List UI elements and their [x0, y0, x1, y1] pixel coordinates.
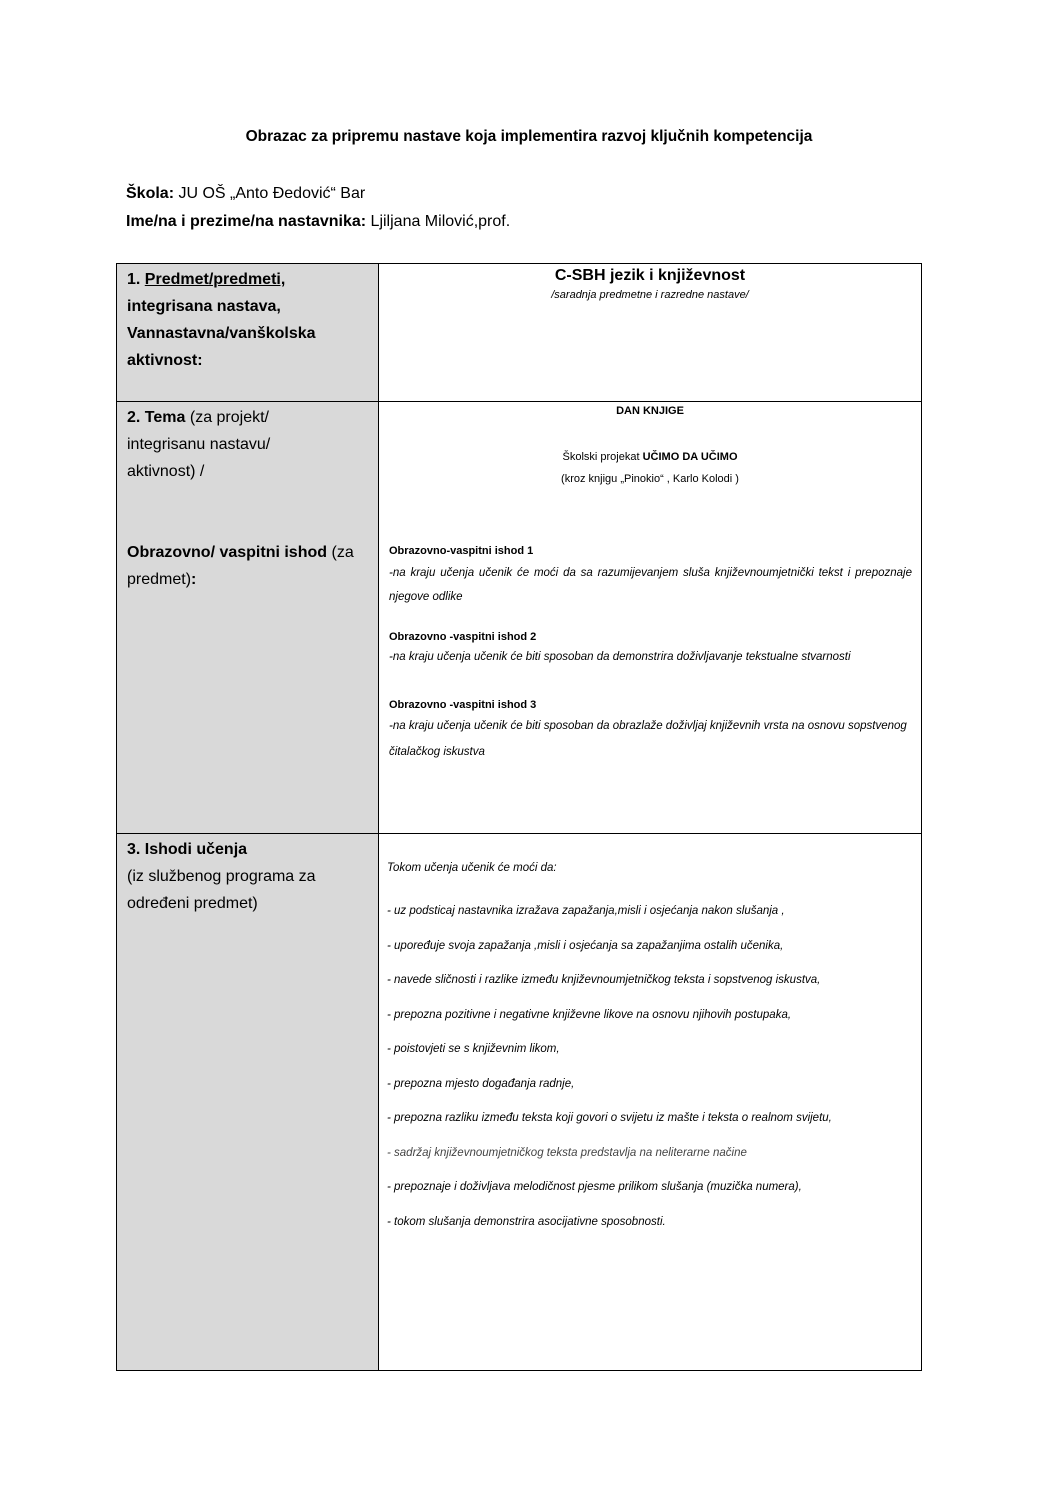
project-note: (kroz knjigu „Pinokio“ , Karlo Kolodi ) [561, 473, 739, 485]
ishod-text: -na kraju učenja učenik će biti sposoban da obrazlaže doživljaj književnih vrsta na osnovu sopstvenog čitalačkog iskustva [389, 720, 907, 758]
outcome-item: - poistovjeti se s književnim likom, [387, 1043, 560, 1055]
topic-label-rest: (za projekt/ [189, 409, 269, 426]
outcome-item: - sadržaj književnoumjetničkog teksta predstavlja na neliterarne načine [387, 1146, 747, 1159]
outcomes-label-line2: (iz službenog programa za [127, 868, 316, 885]
project-prefix: Školski projekat [562, 451, 640, 463]
row-subject [117, 264, 922, 402]
row-topic [117, 402, 922, 834]
preparation-form-table [116, 263, 922, 1371]
teacher-line [126, 213, 510, 231]
outcome-item: - prepozna razliku između teksta koji govori o svijetu iz mašte i teksta o realnom svijetu, [387, 1112, 832, 1124]
outcomes-label-cell [117, 834, 379, 1371]
ishod-3 [379, 699, 921, 765]
outcomes-value-cell [379, 834, 922, 1371]
outcome-item: - tokom slušanja demonstrira asocijativne sposobnosti. [387, 1215, 666, 1228]
subject-title: C-SBH jezik i književnost [554, 267, 746, 284]
teacher-label: Ime/na i prezime/na nastavnika: [126, 213, 367, 230]
subject-label-number: 1. [127, 271, 141, 288]
outcome-item: - navede sličnosti i razlike između književnoumjetničkog teksta i sopstvenog iskustva, [387, 974, 821, 986]
topic-title: DAN KNJIGE [616, 405, 684, 417]
ishod-1 [379, 545, 921, 609]
subject-subtitle: /saradnja predmetne i razredne nastave/ [551, 289, 749, 301]
outcome-item: - prepozna mjesto događanja radnje, [387, 1077, 575, 1090]
subject-value-cell [379, 264, 922, 402]
outcome-label-bold: Obrazovno/ vaspitni ishod [127, 544, 328, 561]
subject-label-underlined: Predmet/predmeti, [144, 271, 286, 288]
subject-label-line2: integrisana nastava, [127, 298, 281, 315]
subject-label-line4: aktivnost: [127, 352, 203, 369]
ishod-2 [379, 631, 921, 669]
school-value: JU OŠ „Anto Đedović“ Bar [178, 185, 366, 202]
outcome-item: - prepozna pozitivne i negativne književne likove na osnovu njihovih postupaka, [387, 1008, 792, 1021]
topic-value-cell [379, 402, 922, 834]
ishod-heading: Obrazovno -vaspitni ishod 2 [389, 631, 537, 643]
outcome-item: - upoređuje svoja zapažanja ,misli i osjećanja sa zapažanjima ostalih učenika, [387, 939, 784, 952]
outcome-label-line2: predmet) [127, 571, 192, 588]
outcome-label-rest: (za [331, 544, 354, 561]
ishod-heading: Obrazovno -vaspitni ishod 3 [389, 699, 537, 711]
document-title: Obrazac za pripremu nastave koja implementira razvoj ključnih kompetencija [245, 128, 813, 145]
school-line [126, 185, 365, 203]
ishod-heading: Obrazovno-vaspitni ishod 1 [389, 545, 534, 557]
row-learning-outcomes [117, 834, 922, 1371]
outcomes-label-bold: 3. Ishodi učenja [127, 841, 248, 858]
school-label: Škola: [126, 185, 175, 202]
subject-label-cell [117, 264, 379, 402]
ishod-text: -na kraju učenja učenik će moći da sa razumijevanjem sluša književnoumjetnički tekst i prepoznaje njegove odlike [389, 567, 912, 603]
project-line [379, 451, 921, 463]
ishod-text: -na kraju učenja učenik će biti sposoban da demonstrira doživljavanje tekstualne stvarnosti [389, 651, 851, 663]
outcomes-intro: Tokom učenja učenik će moći da: [387, 862, 557, 874]
outcomes-list [379, 905, 921, 1250]
topic-label-line3: aktivnost) / [127, 463, 205, 480]
outcome-label-colon: : [191, 571, 197, 588]
topic-label-bold: 2. Tema [127, 409, 186, 426]
outcome-item: - uz podsticaj nastavnika izražava zapažanja,misli i osjećanja nakon slušanja , [387, 905, 785, 917]
outcome-item: - prepoznaje i doživljava melodičnost pjesme prilikom slušanja (muzička numera), [387, 1181, 802, 1193]
subject-label-line3: Vannastavna/vanškolska [127, 325, 316, 342]
outcomes-label-line3: određeni predmet) [127, 895, 258, 912]
project-name: UČIMO DA UČIMO [642, 451, 738, 463]
topic-label-line2: integrisanu nastavu/ [127, 436, 271, 453]
teacher-value: Ljiljana Milović,prof. [370, 213, 511, 230]
topic-label-cell [117, 402, 379, 834]
